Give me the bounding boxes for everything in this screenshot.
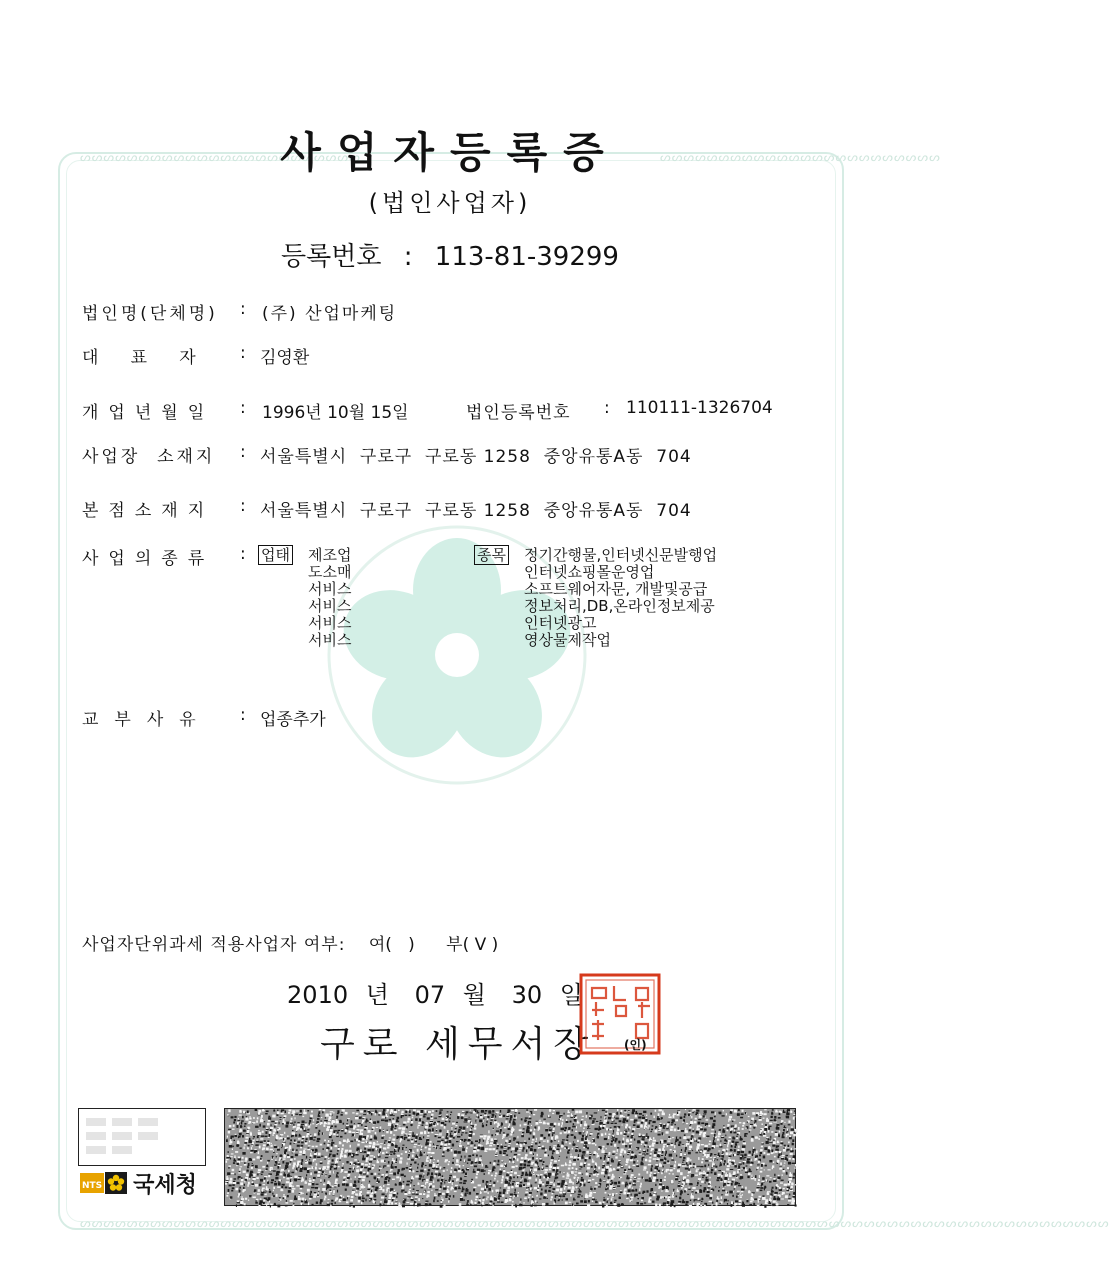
corp-name-sep: :	[240, 299, 246, 319]
tax-unit-no: 부( V )	[446, 935, 499, 955]
list-item: 서비스	[308, 614, 352, 632]
item-label: 종목	[474, 545, 509, 565]
list-item: 인터넷광고	[524, 614, 597, 632]
list-item: 영상물제작업	[524, 631, 611, 649]
issue-day: 30	[511, 981, 543, 1009]
business-address-sep: :	[240, 442, 246, 462]
list-item: 도소매	[308, 563, 352, 581]
business-item-list	[524, 547, 717, 649]
issue-year-unit: 년	[365, 981, 389, 1009]
open-date-value: 1996년 10월 15일	[262, 403, 409, 423]
list-item: 정보처리,DB,온라인정보제공	[524, 597, 715, 615]
business-category-box	[258, 545, 293, 565]
list-item: 정기간행물,인터넷신문발행업	[524, 546, 718, 564]
category-label: 업태	[258, 545, 293, 565]
reason-label: 교부사유	[82, 710, 212, 730]
issue-date	[0, 975, 900, 1010]
nts-flower-icon	[105, 1172, 127, 1194]
official-seal-icon	[578, 972, 662, 1056]
list-item: 제조업	[308, 546, 352, 564]
list-item: 서비스	[308, 597, 352, 615]
tax-unit-line	[82, 930, 498, 955]
open-date-sep: :	[240, 398, 246, 418]
border-pattern-top-left: ᔕᔕᔕᔕᔕᔕᔕᔕᔕᔕᔕᔕᔕᔕᔕᔕᔕᔕᔕᔕᔕᔕᔕᔕ	[80, 150, 361, 164]
corp-reg-value: 110111-1326704	[626, 398, 773, 418]
representative-sep: :	[240, 343, 246, 363]
faded-stamp-grid-icon	[82, 1114, 182, 1158]
representative-label: 대 표 자	[82, 348, 200, 368]
seal-mark: (인)	[624, 1038, 647, 1052]
tax-unit-label: 사업자단위과세 적용사업자 여부:	[82, 935, 346, 955]
agency-name: 국세청	[133, 1172, 197, 1198]
registration-value: 113-81-39299	[434, 242, 619, 272]
business-address-label: 사업장 소재지	[82, 447, 216, 467]
issue-month-unit: 월	[462, 981, 486, 1009]
registration-sep: :	[403, 242, 413, 272]
corp-name-value: (주) 산업마케팅	[262, 304, 398, 324]
hq-address-value: 서울특별시 구로구 구로동 1258 중앙유통A동 704	[260, 501, 692, 521]
business-type-sep: :	[240, 544, 246, 564]
issue-month: 07	[414, 981, 446, 1009]
security-barcode	[224, 1108, 796, 1206]
reason-sep: :	[240, 705, 246, 725]
issue-day-unit: 일	[559, 981, 583, 1009]
nts-logo	[80, 1170, 197, 1196]
business-address-value: 서울특별시 구로구 구로동 1258 중앙유통A동 704	[260, 447, 692, 467]
nts-badge: NTS	[80, 1173, 104, 1193]
business-item-box	[474, 545, 509, 565]
open-date-label: 개업년월일	[82, 403, 215, 423]
business-type-label: 사업의종류	[82, 549, 215, 569]
document-title: 사업자등록증	[280, 128, 620, 177]
corp-reg-label: 법인등록번호	[466, 403, 571, 423]
business-category-list	[308, 547, 351, 649]
list-item: 인터넷쇼핑몰운영업	[524, 563, 655, 581]
reason-value: 업종추가	[260, 710, 326, 730]
hq-address-label: 본점소재지	[82, 501, 215, 521]
list-item: 서비스	[308, 631, 352, 649]
security-noise-icon	[225, 1109, 795, 1205]
registration-label: 등록번호	[281, 242, 382, 272]
corp-name-label: 법인명(단체명)	[82, 304, 218, 324]
border-pattern-bottom: ᔕᔕᔕᔕᔕᔕᔕᔕᔕᔕᔕᔕᔕᔕᔕᔕᔕᔕᔕᔕᔕᔕᔕᔕᔕᔕᔕᔕᔕᔕᔕᔕᔕᔕᔕᔕᔕᔕᔕᔕᔕᔕᔕᔕᔕᔕᔕᔕᔕᔕᔕᔕᔕᔕᔕᔕᔕᔕᔕᔕᔕᔕᔕᔕᔕᔕᔕᔕᔕᔕᔕᔕᔕᔕᔕᔕᔕᔕᔕᔕᔕᔕᔕᔕᔕᔕᔕᔕ	[80, 1216, 1110, 1230]
document-subtitle: (법인사업자)	[368, 189, 532, 217]
hq-address-sep: :	[240, 496, 246, 516]
registration-number	[0, 236, 900, 273]
border-pattern-top-right: ᔕᔕᔕᔕᔕᔕᔕᔕᔕᔕᔕᔕᔕᔕᔕᔕᔕᔕᔕᔕᔕᔕᔕᔕ	[660, 150, 941, 164]
corp-reg-sep: :	[604, 398, 610, 418]
issue-year: 2010	[287, 981, 349, 1009]
list-item: 소프트웨어자문, 개발및공급	[524, 580, 708, 598]
representative-value: 김영환	[260, 348, 310, 368]
list-item: 서비스	[308, 580, 352, 598]
issuing-office: 구로 세무서장	[320, 1024, 597, 1065]
tax-unit-yes: 여( )	[368, 935, 415, 955]
